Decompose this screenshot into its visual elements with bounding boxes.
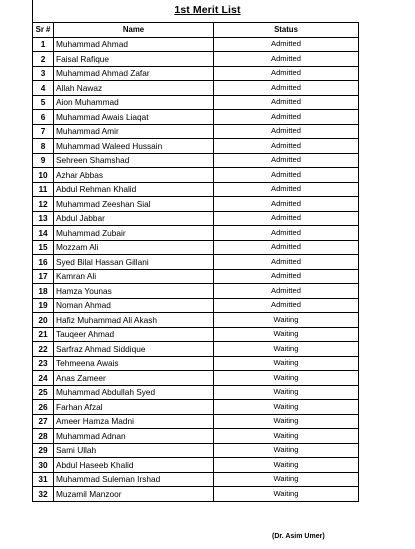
row-status-cell: Admitted xyxy=(214,298,359,313)
row-name-cell: Kamran Ali xyxy=(54,269,214,284)
row-name-cell: Ameer Hamza Madni xyxy=(54,414,214,429)
row-sr-cell: 6 xyxy=(33,110,54,125)
table-row xyxy=(33,197,359,212)
row-sr-cell: 19 xyxy=(33,298,54,313)
row-status-cell: Waiting xyxy=(214,371,359,386)
row-name-cell: Anas Zameer xyxy=(54,371,214,386)
row-sr-cell: 2 xyxy=(33,52,54,67)
table-row xyxy=(33,52,359,67)
table-row xyxy=(33,110,359,125)
row-status-cell: Admitted xyxy=(214,168,359,183)
row-name-cell: Muhammad Ahmad xyxy=(54,37,214,52)
row-status-cell: Waiting xyxy=(214,342,359,357)
row-status-cell: Waiting xyxy=(214,414,359,429)
row-sr-cell: 30 xyxy=(33,458,54,473)
table-row xyxy=(33,429,359,444)
row-name-cell: Hafiz Muhammad Ali Akash xyxy=(54,313,214,328)
table-row xyxy=(33,124,359,139)
row-sr-cell: 16 xyxy=(33,255,54,270)
row-name-cell: Abdul Haseeb Khalid xyxy=(54,458,214,473)
row-sr-cell: 22 xyxy=(33,342,54,357)
row-sr-cell: 11 xyxy=(33,182,54,197)
row-name-cell: Azhar Abbas xyxy=(54,168,214,183)
table-row xyxy=(33,443,359,458)
row-status-cell: Admitted xyxy=(214,37,359,52)
row-name-cell: Abdul Rehman Khalid xyxy=(54,182,214,197)
table-row xyxy=(33,356,359,371)
row-sr-cell: 8 xyxy=(33,139,54,154)
table-row xyxy=(33,487,359,502)
table-row xyxy=(33,342,359,357)
row-name-cell: Muhammad Ahmad Zafar xyxy=(54,66,214,81)
table-row xyxy=(33,95,359,110)
row-status-cell: Admitted xyxy=(214,197,359,212)
table-row xyxy=(33,472,359,487)
row-status-cell: Waiting xyxy=(214,429,359,444)
row-sr-cell: 5 xyxy=(33,95,54,110)
row-name-cell: Allah Nawaz xyxy=(54,81,214,96)
row-sr-cell: 29 xyxy=(33,443,54,458)
table-row xyxy=(33,269,359,284)
table-body xyxy=(33,37,359,501)
row-status-cell: Admitted xyxy=(214,226,359,241)
row-status-cell: Admitted xyxy=(214,153,359,168)
row-status-cell: Admitted xyxy=(214,52,359,67)
table-row xyxy=(33,313,359,328)
row-sr-cell: 17 xyxy=(33,269,54,284)
row-sr-cell: 26 xyxy=(33,400,54,415)
merit-list-table xyxy=(32,22,359,502)
row-name-cell: Muhammad Zubair xyxy=(54,226,214,241)
row-status-cell: Admitted xyxy=(214,182,359,197)
row-sr-cell: 3 xyxy=(33,66,54,81)
row-name-cell: Muhammad Abdullah Syed xyxy=(54,385,214,400)
table-row xyxy=(33,414,359,429)
row-status-cell: Admitted xyxy=(214,139,359,154)
table-row xyxy=(33,211,359,226)
row-status-cell: Admitted xyxy=(214,255,359,270)
row-sr-cell: 13 xyxy=(33,211,54,226)
table-row xyxy=(33,385,359,400)
row-sr-cell: 9 xyxy=(33,153,54,168)
row-sr-cell: 21 xyxy=(33,327,54,342)
table-row xyxy=(33,66,359,81)
row-sr-cell: 28 xyxy=(33,429,54,444)
row-sr-cell: 14 xyxy=(33,226,54,241)
row-name-cell: Noman Ahmad xyxy=(54,298,214,313)
row-status-cell: Waiting xyxy=(214,356,359,371)
table-row xyxy=(33,139,359,154)
row-sr-cell: 12 xyxy=(33,197,54,212)
row-name-cell: Muzamil Manzoor xyxy=(54,487,214,502)
row-name-cell: Muhammad Zeeshan Sial xyxy=(54,197,214,212)
row-name-cell: Muhammad Waleed Hussain xyxy=(54,139,214,154)
row-status-cell: Waiting xyxy=(214,313,359,328)
row-sr-cell: 15 xyxy=(33,240,54,255)
table-row xyxy=(33,327,359,342)
row-status-cell: Admitted xyxy=(214,211,359,226)
table-row xyxy=(33,81,359,96)
row-name-cell: Mozzam Ali xyxy=(54,240,214,255)
row-name-cell: Faisal Rafique xyxy=(54,52,214,67)
row-sr-cell: 10 xyxy=(33,168,54,183)
table-row xyxy=(33,240,359,255)
table-row xyxy=(33,298,359,313)
row-name-cell: Hamza Younas xyxy=(54,284,214,299)
row-sr-cell: 18 xyxy=(33,284,54,299)
row-sr-cell: 25 xyxy=(33,385,54,400)
table-row xyxy=(33,226,359,241)
row-status-cell: Admitted xyxy=(214,124,359,139)
row-status-cell: Waiting xyxy=(214,458,359,473)
row-status-cell: Waiting xyxy=(214,400,359,415)
table-row xyxy=(33,371,359,386)
table-header-row xyxy=(33,23,359,38)
row-sr-cell: 4 xyxy=(33,81,54,96)
row-name-cell: Muhammad Adnan xyxy=(54,429,214,444)
table-row xyxy=(33,153,359,168)
row-name-cell: Sehreen Shamshad xyxy=(54,153,214,168)
table-row xyxy=(33,400,359,415)
table-row xyxy=(33,255,359,270)
header-status: Status xyxy=(214,23,359,38)
row-name-cell: Tauqeer Ahmad xyxy=(54,327,214,342)
row-status-cell: Admitted xyxy=(214,284,359,299)
row-name-cell: Tehmeena Awais xyxy=(54,356,214,371)
row-status-cell: Admitted xyxy=(214,269,359,284)
header-name: Name xyxy=(54,23,214,38)
row-status-cell: Waiting xyxy=(214,385,359,400)
table-row xyxy=(33,37,359,52)
table-row xyxy=(33,182,359,197)
row-sr-cell: 24 xyxy=(33,371,54,386)
row-status-cell: Admitted xyxy=(214,110,359,125)
row-status-cell: Admitted xyxy=(214,66,359,81)
row-status-cell: Waiting xyxy=(214,487,359,502)
row-name-cell: Syed Bilal Hassan Gillani xyxy=(54,255,214,270)
row-status-cell: Waiting xyxy=(214,443,359,458)
page-title: 1st Merit List xyxy=(174,4,241,16)
row-sr-cell: 32 xyxy=(33,487,54,502)
row-status-cell: Admitted xyxy=(214,81,359,96)
row-name-cell: Muhammad Awais Liaqat xyxy=(54,110,214,125)
row-status-cell: Waiting xyxy=(214,327,359,342)
row-name-cell: Sami Ullah xyxy=(54,443,214,458)
row-status-cell: Admitted xyxy=(214,95,359,110)
row-name-cell: Muhammad Suleman Irshad xyxy=(54,472,214,487)
header-sr: Sr # xyxy=(33,23,54,38)
row-name-cell: Farhan Afzal xyxy=(54,400,214,415)
row-name-cell: Aion Muhammad xyxy=(54,95,214,110)
row-status-cell: Admitted xyxy=(214,240,359,255)
row-sr-cell: 20 xyxy=(33,313,54,328)
row-sr-cell: 1 xyxy=(33,37,54,52)
table-row xyxy=(33,284,359,299)
table-row xyxy=(33,458,359,473)
row-name-cell: Abdul Jabbar xyxy=(54,211,214,226)
row-status-cell: Waiting xyxy=(214,472,359,487)
row-sr-cell: 27 xyxy=(33,414,54,429)
row-sr-cell: 7 xyxy=(33,124,54,139)
row-sr-cell: 23 xyxy=(33,356,54,371)
row-name-cell: Muhammad Amir xyxy=(54,124,214,139)
row-name-cell: Sarfraz Ahmad Siddique xyxy=(54,342,214,357)
row-sr-cell: 31 xyxy=(33,472,54,487)
table-row xyxy=(33,168,359,183)
signatory-name: (Dr. Asim Umer) xyxy=(272,533,325,540)
